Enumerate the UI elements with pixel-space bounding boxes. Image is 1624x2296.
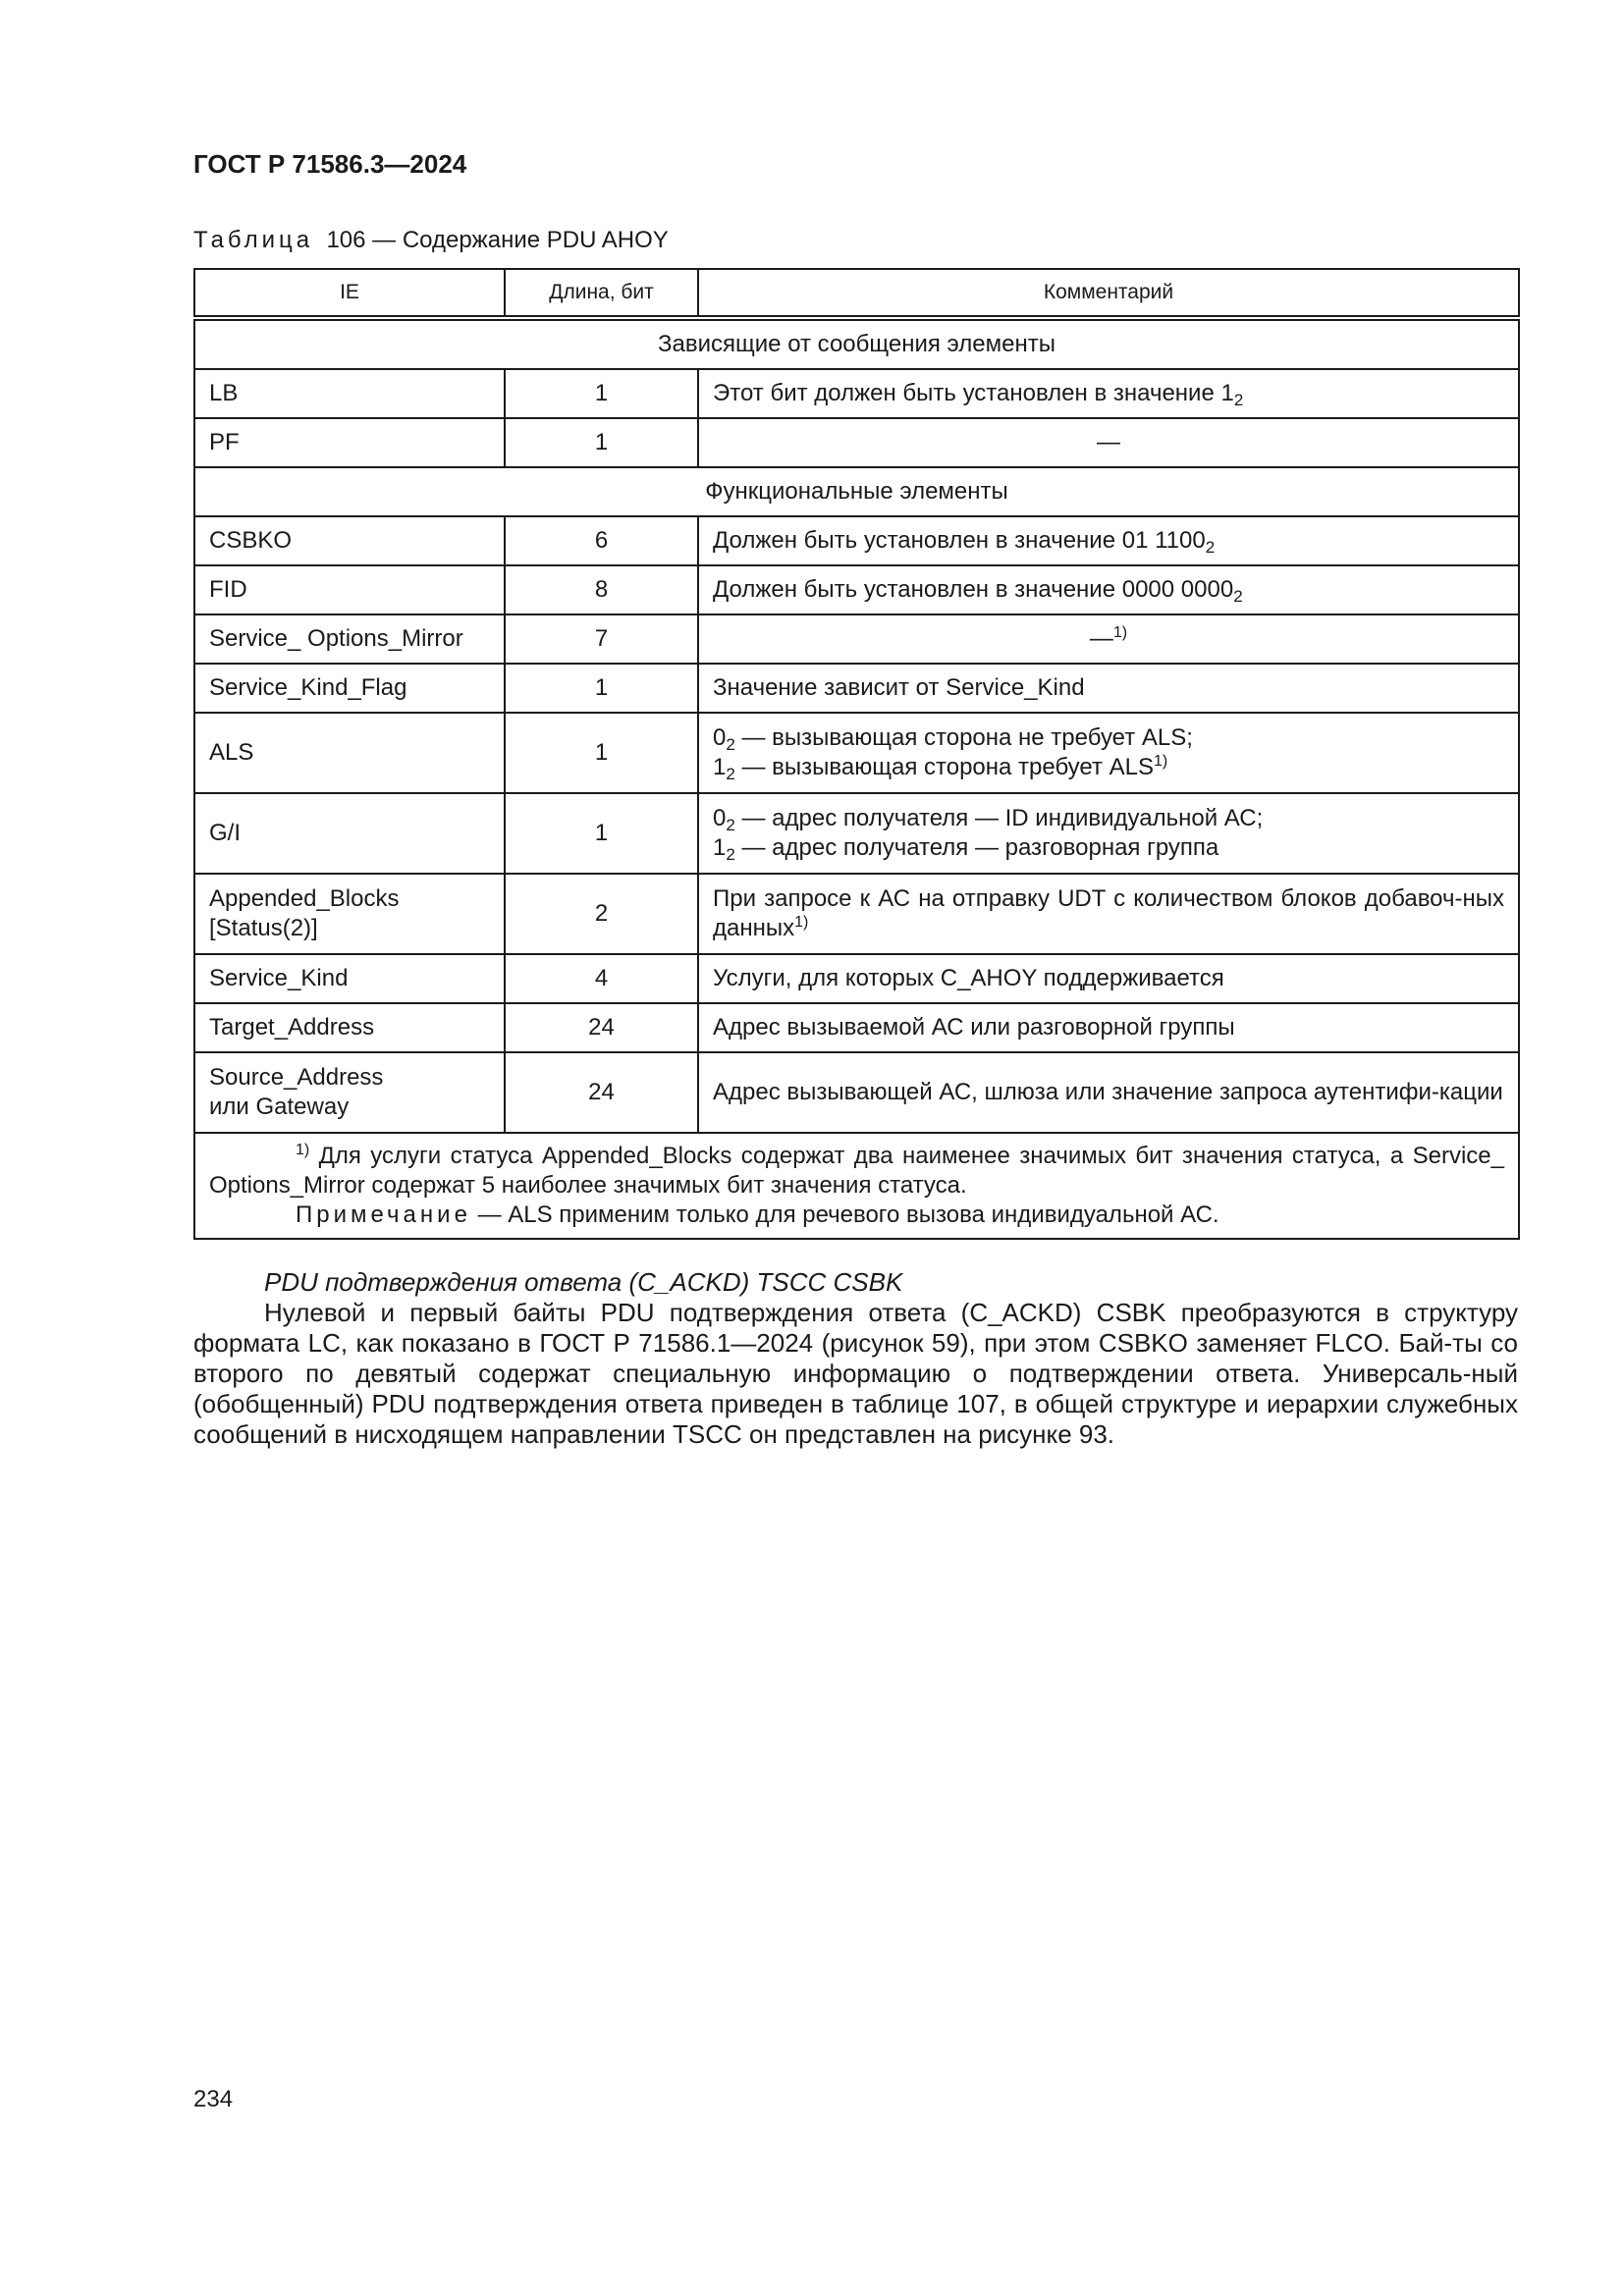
- table-caption: [193, 227, 669, 254]
- cell-comment: [698, 565, 1519, 614]
- comment-text: При запросе к АС на отправку UDT с количеством блоков добавоч-ных данных: [713, 885, 1504, 941]
- ie-line: [Status(2)]: [209, 915, 318, 941]
- cell-length: 24: [505, 1003, 698, 1052]
- subscript: 2: [726, 735, 735, 754]
- footnote-body: Для услуги статуса Appended_Blocks содержат два наименее значимых бит значения статуса, a Service_ Options_Mirror содержат 5 наиболее значимых бит значения статуса.: [209, 1143, 1504, 1199]
- comment-text: Должен быть установлен в значение 0000 0000: [713, 576, 1234, 603]
- footnote-mark: 1): [296, 1142, 310, 1158]
- cell-comment: Адрес вызываемой АС или разговорной группы: [698, 1003, 1519, 1052]
- subscript: 2: [726, 765, 735, 783]
- cell-ie: Service_Kind: [194, 954, 505, 1003]
- group-label-message-dependent: Зависящие от сообщения элементы: [194, 318, 1519, 369]
- comment-text: — вызывающая сторона требует ALS: [734, 754, 1154, 780]
- cell-ie: [194, 1052, 505, 1133]
- cell-ie: PF: [194, 418, 505, 467]
- ie-line: Appended_Blocks: [209, 885, 400, 912]
- table-caption-label: Таблица: [193, 227, 314, 253]
- cell-ie: LB: [194, 369, 505, 418]
- comment-line: [713, 804, 1504, 833]
- column-header-comment: Комментарий: [698, 269, 1519, 318]
- cell-length: 1: [505, 369, 698, 418]
- table-row: [194, 418, 1519, 467]
- comment-line: [713, 723, 1504, 753]
- value-text: 1: [713, 834, 727, 861]
- subscript: 2: [726, 816, 735, 834]
- table-header-row: [194, 269, 1519, 318]
- table-footnote-row: [194, 1133, 1519, 1239]
- cell-ie: CSBKO: [194, 516, 505, 565]
- ie-line: или Gateway: [209, 1094, 350, 1120]
- comment-text: Этот бит должен быть установлен в значение 1: [713, 380, 1234, 406]
- cell-length: 1: [505, 418, 698, 467]
- document-code-header: ГОСТ Р 71586.3—2024: [193, 149, 467, 179]
- table-row: [194, 614, 1519, 664]
- cell-comment: [698, 614, 1519, 664]
- note-text: — ALS применим только для речевого вызова индивидуальной АС.: [477, 1201, 1219, 1228]
- table-row: [194, 565, 1519, 614]
- cell-ie: G/I: [194, 793, 505, 874]
- cell-length: 4: [505, 954, 698, 1003]
- group-label-functional: Функциональные элементы: [194, 467, 1519, 516]
- cell-length: 6: [505, 516, 698, 565]
- value-text: 0: [713, 805, 727, 831]
- cell-comment: Услуги, для которых C_AHOY поддерживается: [698, 954, 1519, 1003]
- cell-comment: [698, 874, 1519, 954]
- cell-comment: [698, 516, 1519, 565]
- value-text: 0: [713, 724, 727, 751]
- table-row: [194, 516, 1519, 565]
- column-header-length: Длина, бит: [505, 269, 698, 318]
- pdu-ahoy-table: [193, 268, 1520, 1240]
- footnote-text: [209, 1142, 1504, 1201]
- subscript: 2: [1233, 587, 1243, 606]
- value-text: 1: [713, 754, 727, 780]
- body-paragraph: Нулевой и первый байты PDU подтверждения ответа (C_ACKD) CSBK преобразуются в структуру формата LC, как показано в ГОСТ Р 71586.1—2024 (рисунок 59), при этом CSBKO заменяет FLCO. Бай-ты со второго по девятый содержат специальную информацию о подтверждении ответа. Универсаль-ный (обобщенный) PDU подтверждения ответа приведен в таблице 107, в общей структуре и иерархии служебных сообщений в нисходящем направлении TSCC он представлен на рисунке 93.: [193, 1298, 1518, 1449]
- cell-ie: [194, 874, 505, 954]
- section-heading: PDU подтверждения ответа (C_ACKD) TSCC CSBK: [264, 1267, 903, 1297]
- table-caption-text: 106 — Содержание PDU AHOY: [326, 227, 669, 253]
- cell-length: 1: [505, 664, 698, 713]
- cell-comment: [698, 369, 1519, 418]
- comment-text: Должен быть установлен в значение 01 1100: [713, 527, 1206, 554]
- cell-comment: —: [698, 418, 1519, 467]
- cell-length: 24: [505, 1052, 698, 1133]
- table-group-row: [194, 318, 1519, 369]
- footnote-ref: 1): [1153, 753, 1168, 770]
- cell-length: 1: [505, 793, 698, 874]
- table-footnote: [194, 1133, 1519, 1239]
- subscript: 2: [1233, 391, 1244, 409]
- subscript: 2: [726, 845, 735, 864]
- footnote-ref: 1): [794, 914, 809, 931]
- table-row: [194, 1052, 1519, 1133]
- cell-comment: [698, 713, 1519, 793]
- table-note: [209, 1201, 1504, 1230]
- ie-line: Source_Address: [209, 1064, 384, 1091]
- table-row: [194, 713, 1519, 793]
- subscript: 2: [1205, 538, 1216, 557]
- cell-ie: Service_ Options_Mirror: [194, 614, 505, 664]
- table-row: [194, 664, 1519, 713]
- comment-text: —: [1089, 625, 1113, 652]
- table-row: [194, 369, 1519, 418]
- footnote-ref: 1): [1112, 624, 1128, 641]
- comment-line: [713, 753, 1504, 782]
- comment-text: — вызывающая сторона не требует ALS;: [734, 724, 1193, 751]
- cell-ie: ALS: [194, 713, 505, 793]
- cell-length: 2: [505, 874, 698, 954]
- cell-ie: FID: [194, 565, 505, 614]
- comment-line: [713, 833, 1504, 863]
- table-row: [194, 954, 1519, 1003]
- cell-comment: Значение зависит от Service_Kind: [698, 664, 1519, 713]
- column-header-ie: IE: [194, 269, 505, 318]
- cell-comment: Адрес вызывающей АС, шлюза или значение запроса аутентифи-кации: [698, 1052, 1519, 1133]
- cell-length: 1: [505, 713, 698, 793]
- cell-length: 8: [505, 565, 698, 614]
- comment-text: — адрес получателя — ID индивидуальной АС;: [734, 805, 1264, 831]
- cell-length: 7: [505, 614, 698, 664]
- comment-text: — адрес получателя — разговорная группа: [734, 834, 1219, 861]
- table-row: [194, 874, 1519, 954]
- table-row: [194, 793, 1519, 874]
- note-label: Примечание: [296, 1201, 471, 1228]
- cell-ie: Target_Address: [194, 1003, 505, 1052]
- page-number: 234: [193, 2086, 234, 2112]
- cell-ie: Service_Kind_Flag: [194, 664, 505, 713]
- cell-comment: [698, 793, 1519, 874]
- table-row: [194, 1003, 1519, 1052]
- body-section: [193, 1267, 1518, 1450]
- table-group-row: [194, 467, 1519, 516]
